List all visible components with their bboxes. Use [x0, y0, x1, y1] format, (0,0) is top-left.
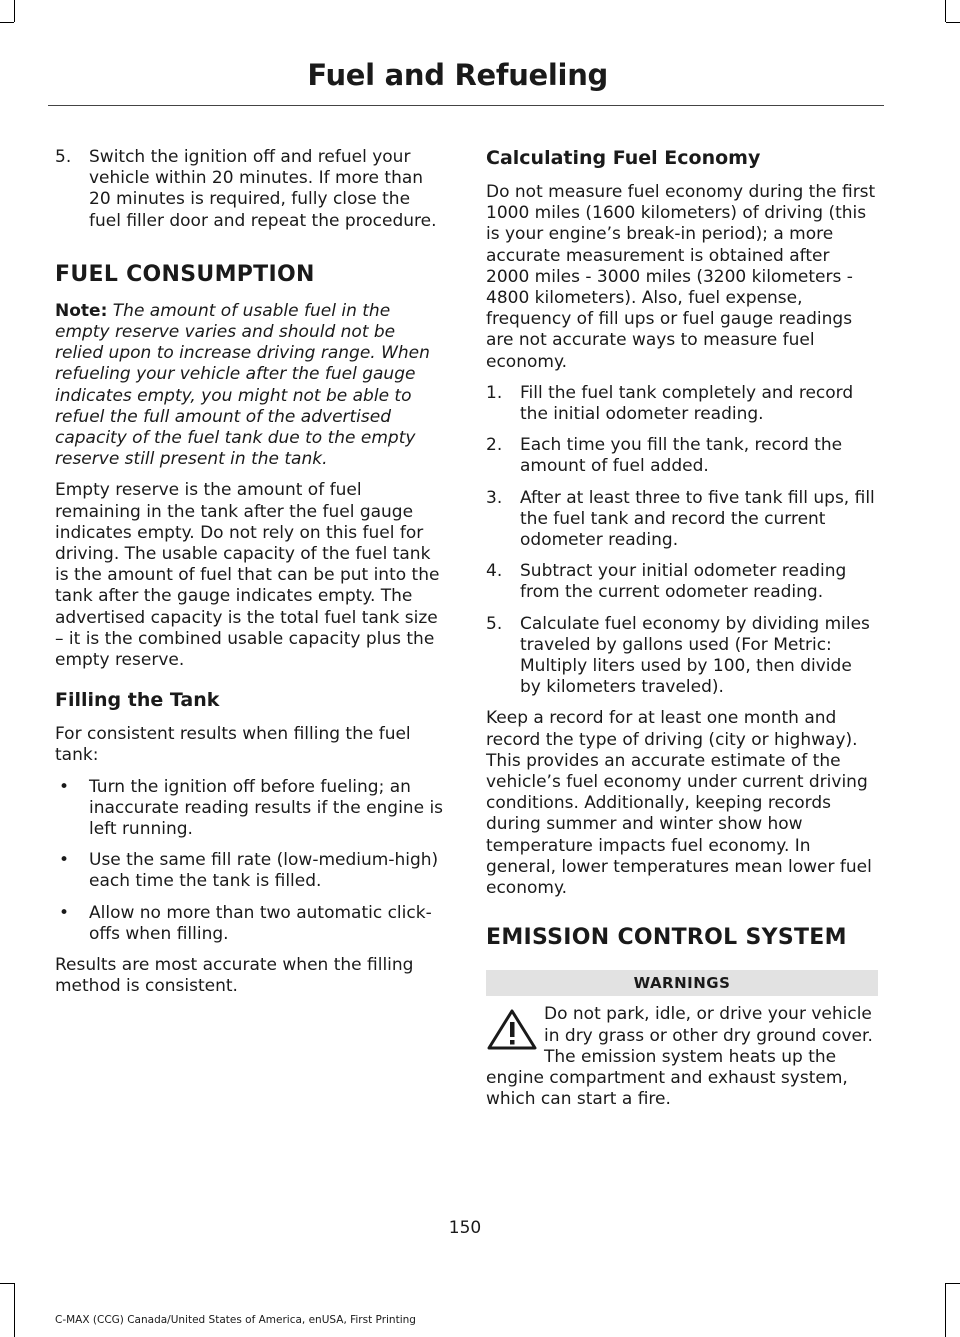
step-number: 2. — [486, 435, 503, 456]
bullet-item — [55, 850, 447, 892]
bullet-text: Turn the ignition off before fueling; an inaccurate reading results if the engine is left running. — [89, 776, 444, 840]
crop-mark — [945, 0, 946, 22]
results-paragraph: Results are most accurate when the filling method is consistent. — [55, 955, 414, 997]
bullet-marker: • — [59, 902, 70, 923]
footer-edition: C-MAX (CCG) Canada/United States of America, enUSA, First Printing — [55, 1314, 416, 1326]
bullet-item — [55, 777, 447, 841]
step-number: 5. — [486, 613, 503, 634]
record-paragraph: Keep a record for at least one month and record the type of driving (city or highway). This provides an accurate estimate of the vehicle’s fuel economy under current driving conditions. Additionally, keeping records during summer and winter show how temperature impacts fuel economy. In general, lower temperatures mean lower fuel economy. — [486, 708, 872, 899]
procedure-step — [486, 561, 878, 603]
bullet-text: Allow no more than two automatic click-offs when filling. — [89, 902, 432, 944]
procedure-step — [486, 614, 878, 699]
step-text: Each time you fill the tank, record the amount of fuel added. — [520, 435, 843, 477]
step-number: 4. — [486, 561, 503, 582]
header-divider — [48, 105, 884, 106]
left-column — [55, 147, 447, 1008]
procedure-step — [486, 383, 878, 425]
crop-mark — [945, 1283, 946, 1337]
crop-mark — [0, 1283, 14, 1284]
step-text: Switch the ignition off and refuel your vehicle within 20 minutes. If more than 20 minutes is required, fully close the fuel filler door and repeat the procedure. — [89, 147, 437, 231]
note-label: Note: — [55, 300, 108, 321]
step-number: 3. — [486, 487, 503, 508]
crop-mark — [14, 0, 15, 22]
crop-mark — [946, 1283, 960, 1284]
warning-block — [486, 1004, 878, 1110]
right-column — [486, 147, 878, 1110]
section-heading-emission-control: EMISSION CONTROL SYSTEM — [486, 925, 847, 951]
crop-mark — [0, 22, 14, 23]
procedure-step — [55, 147, 447, 232]
procedure-step — [486, 435, 878, 477]
subheading-calculating-fuel-economy: Calculating Fuel Economy — [486, 147, 761, 169]
warning-text: Do not park, idle, or drive your vehicle in dry grass or other dry ground cover. The emission system heats up the engine compartment and exhaust system, which can start a fire. — [486, 1004, 873, 1110]
bullet-marker: • — [59, 850, 70, 871]
step-text: After at least three to five tank fill ups, fill the fuel tank and record the current odometer reading. — [520, 487, 875, 551]
warnings-banner: WARNINGS — [486, 970, 878, 996]
empty-reserve-paragraph: Empty reserve is the amount of fuel remaining in the tank after the fuel gauge indicates empty. Do not rely on this fuel for driving. The usable capacity of the fuel tank is the amount of fuel that can be put into the tank after the gauge indicates empty. The advertised capacity is the total fuel tank size – it is the combined usable capacity plus the empty reserve. — [55, 480, 440, 671]
bullet-text: Use the same fill rate (low-medium-high) each time the tank is filled. — [89, 850, 439, 892]
bullet-marker: • — [59, 776, 70, 797]
crop-mark — [946, 22, 960, 23]
bullet-item — [55, 903, 447, 945]
step-text: Calculate fuel economy by dividing miles traveled by gallons used (For Metric: Multiply liters used by 100, then divide by kilometers traveled). — [520, 613, 870, 698]
page-header-title: Fuel and Refueling — [307, 58, 608, 92]
warning-triangle-icon — [486, 1008, 538, 1052]
page-number: 150 — [448, 1218, 482, 1238]
step-number: 1. — [486, 382, 503, 403]
section-heading-fuel-consumption: FUEL CONSUMPTION — [55, 261, 315, 287]
calc-intro-paragraph: Do not measure fuel economy during the first 1000 miles (1600 kilometers) of driving (this is your engine’s break-in period); a more accurate measurement is obtained after 2000 miles - 3000 miles (3200 kilometers - 4800 kilometers). Also, fuel expense, frequency of fill ups or fuel gauge readings are not accurate ways to measure fuel economy. — [486, 182, 876, 372]
note-paragraph — [55, 301, 447, 471]
crop-mark — [14, 1283, 15, 1337]
note-text: The amount of usable fuel in the empty reserve varies and should not be relied upon to increase driving range. When refueling your vehicle after the fuel gauge indicates empty, you might not be able to refuel the full amount of the advertised capacity of the fuel tank due to the empty reserve still present in the tank. — [55, 300, 430, 470]
subheading-filling-tank: Filling the Tank — [55, 689, 220, 712]
filling-intro: For consistent results when filling the fuel tank: — [55, 724, 411, 766]
step-text: Subtract your initial odometer reading from the current odometer reading. — [520, 561, 847, 603]
step-number: 5. — [55, 147, 72, 167]
step-text: Fill the fuel tank completely and record the initial odometer reading. — [520, 382, 854, 425]
procedure-step — [486, 488, 878, 552]
